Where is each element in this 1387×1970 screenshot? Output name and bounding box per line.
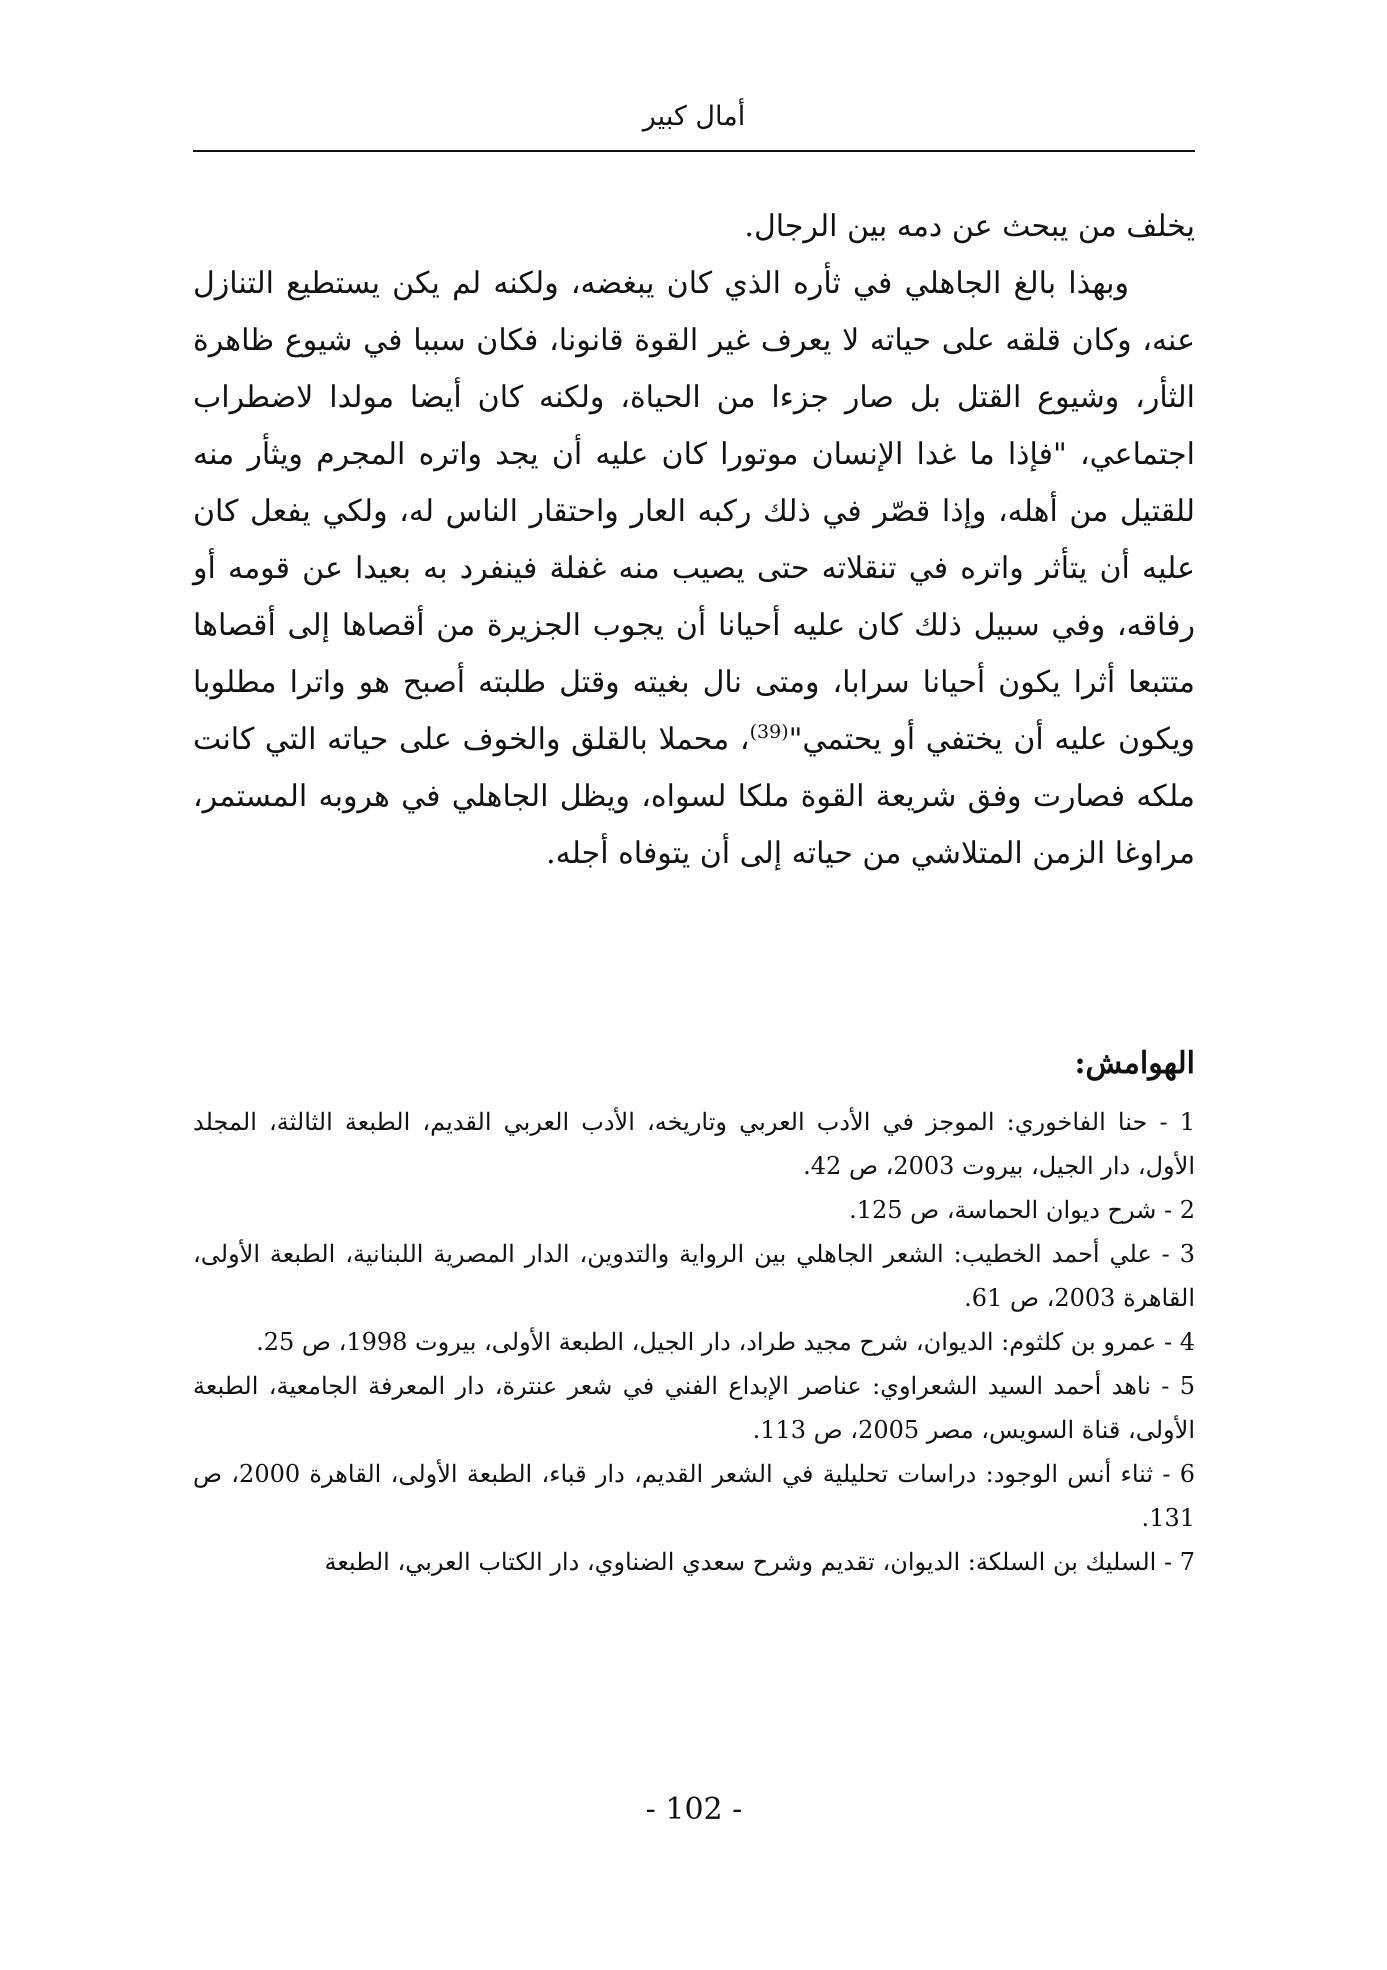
- footnote-item: 2 - شرح ديوان الحماسة، ص 125.: [849, 1196, 1195, 1224]
- footnote-item: 1 - حنا الفاخوري: الموجز في الأدب العربي وتاريخه، الأدب العربي القديم، الطبعة الثالثة، المجلد الأول، دار الجيل، بيروت 2003، ص 42.: [193, 1108, 1195, 1180]
- header-rule: [193, 150, 1195, 152]
- paragraph: يخلف من يبحث عن دمه بين الرجال.: [744, 209, 1195, 244]
- footnote-reference[interactable]: (39): [749, 721, 789, 743]
- footnote-item: 5 - ناهد أحمد السيد الشعراوي: عناصر الإبداع الفني في شعر عنترة، دار المعرفة الجامعية، الطبعة الأولى، قناة السويس، مصر 2005، ص 113.: [193, 1372, 1196, 1444]
- paragraph-text: وبهذا بالغ الجاهلي في ثأره الذي كان يبغضه، ولكنه لم يكن يستطيع التنازل عنه، وكان قلقه على حياته لا يعرف غير القوة قانونا، فكان سببا في شيوع ظاهرة الثأر، وشيوع القتل بل صار جزءا من الحياة، ولكنه كان أيضا مولدا لاضطراب اجتماعي، "فإذا ما غدا الإنسان موتورا كان عليه أن يجد واتره المجرم ويثأر منه للقتيل من أهله، وإذا قصّر في ذلك ركبه العار واحتقار الناس له، ولكي يفعل كان عليه أن يتأثر واتره في تنقلاته حتى يصيب منه غفلة فينفرد به بعيدا عن قومه أو رفاقه، وفي سبيل ذلك كان عليه أحيانا أن يجوب الجزيرة من أقصاها إلى أقصاها متتبعا أثرا يكون أحيانا سرابا، ومتى نال بغيته وقتل طلبته أصبح هو واترا مطلوبا ويكون عليه أن يختفي أو يحتمي": [193, 266, 1195, 757]
- document-page: [193, 0, 1195, 1970]
- running-header: أمال كبير: [642, 101, 746, 132]
- page-number: - 102 -: [645, 1792, 743, 1827]
- footnote-item: 7 - السليك بن السلكة: الديوان، تقديم وشرح سعدي الضناوي، دار الكتاب العربي، الطبعة: [324, 1548, 1195, 1576]
- notes-heading: الهوامش:: [1074, 1046, 1195, 1081]
- footnote-item: 3 - علي أحمد الخطيب: الشعر الجاهلي بين الرواية والتدوين، الدار المصرية اللبنانية، الطبعة الأولى، القاهرة 2003، ص 61.: [193, 1240, 1195, 1312]
- footnotes-list: [193, 1100, 1195, 1584]
- footnote-item: 6 - ثناء أنس الوجود: دراسات تحليلية في الشعر القديم، دار قباء، الطبعة الأولى، القاهرة 2000، ص 131.: [193, 1460, 1195, 1532]
- body-text: [193, 198, 1195, 882]
- paragraph-text: ، محملا بالقلق والخوف على حياته التي كانت ملكه فصارت وفق شريعة القوة ملكا لسواه، ويظل الجاهلي في هروبه المستمر، مراوغا الزمن المتلاشي من حياته إلى أن يتوفاه أجله.: [193, 722, 1195, 871]
- paragraph: [193, 255, 1195, 882]
- footnote-item: 4 - عمرو بن كلثوم: الديوان، شرح مجيد طراد، دار الجيل، الطبعة الأولى، بيروت 1998، ص 25.: [256, 1328, 1195, 1356]
